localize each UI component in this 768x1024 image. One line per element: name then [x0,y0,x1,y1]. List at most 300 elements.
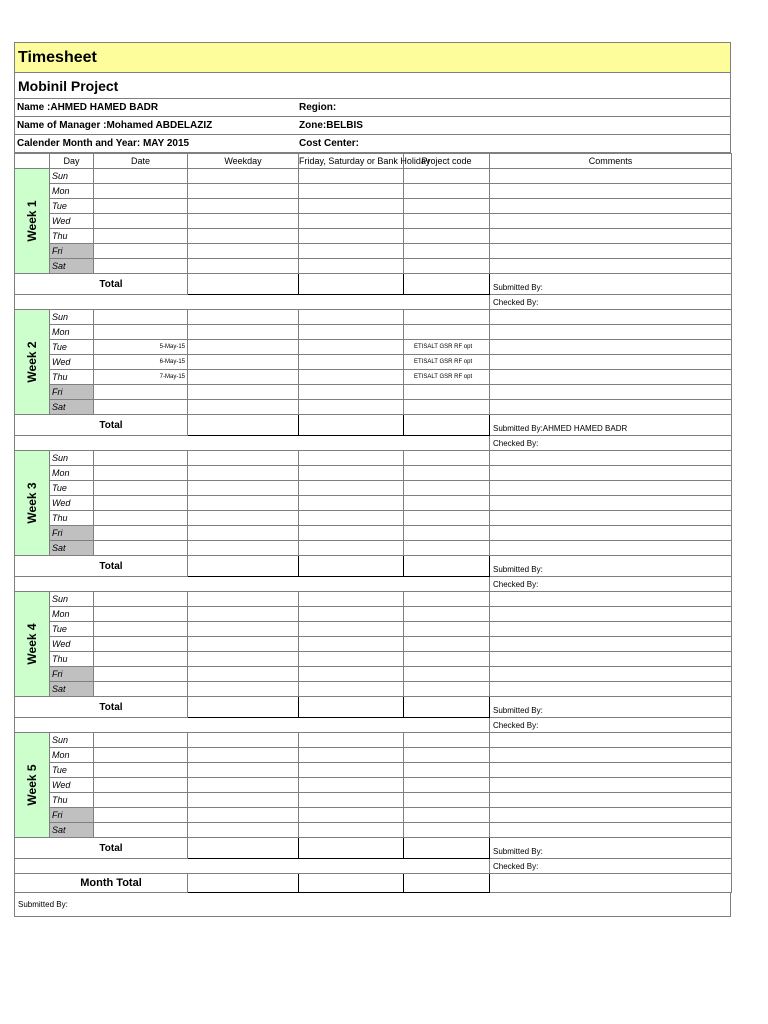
project-code-cell[interactable] [404,541,490,556]
day-name: Thu [50,652,94,667]
project-code-cell[interactable] [404,466,490,481]
date-cell[interactable] [94,214,188,229]
date-cell[interactable] [94,748,188,763]
total-holiday-cell[interactable] [299,274,404,295]
spacer-cell [15,436,490,451]
comments-cell[interactable] [490,199,732,214]
date-cell[interactable] [94,400,188,415]
total-holiday-cell[interactable] [299,415,404,436]
day-name: Thu [50,793,94,808]
holiday-cell[interactable] [299,652,404,667]
submitted-by: Submitted By: [490,274,732,295]
day-name: Thu [50,370,94,385]
comments-cell[interactable] [490,451,732,466]
project-code-cell[interactable] [404,310,490,325]
comments-cell[interactable] [490,667,732,682]
day-name: Wed [50,496,94,511]
month-total-project[interactable] [404,874,490,893]
submitted-by: Submitted By: [490,556,732,577]
total-project-cell[interactable] [404,274,490,295]
total-holiday-cell[interactable] [299,838,404,859]
date-cell[interactable] [94,451,188,466]
project-title: Mobinil Project [14,73,731,99]
col-header-day: Day [50,154,94,169]
comments-cell[interactable] [490,808,732,823]
holiday-cell[interactable] [299,682,404,697]
day-row [15,667,732,682]
project-code-cell[interactable] [404,199,490,214]
weekday-cell[interactable] [188,778,299,793]
project-code-cell[interactable] [404,793,490,808]
day-row [15,793,732,808]
week-label: Week 5 [25,764,39,806]
checked-by: Checked By: [490,577,732,592]
project-code-cell[interactable] [404,325,490,340]
holiday-cell[interactable] [299,496,404,511]
holiday-cell[interactable] [299,466,404,481]
day-name: Mon [50,466,94,481]
checked-by: Checked By: [490,859,732,874]
comments-cell[interactable] [490,592,732,607]
date-cell[interactable] [94,541,188,556]
weekday-cell[interactable] [188,184,299,199]
week-label: Week 4 [25,623,39,665]
total-weekday-cell[interactable] [188,556,299,577]
project-code-cell[interactable] [404,823,490,838]
date-cell[interactable] [94,637,188,652]
month-total-label: Month Total [15,874,188,893]
holiday-cell[interactable] [299,607,404,622]
holiday-cell[interactable] [299,511,404,526]
day-row [15,214,732,229]
weekday-cell[interactable] [188,682,299,697]
holiday-cell[interactable] [299,748,404,763]
weekday-cell[interactable] [188,733,299,748]
holiday-cell[interactable] [299,763,404,778]
comments-cell[interactable] [490,355,732,370]
month-total-holiday[interactable] [299,874,404,893]
day-row [15,169,732,184]
comments-cell[interactable] [490,325,732,340]
weekday-cell[interactable] [188,466,299,481]
weekday-cell[interactable] [188,199,299,214]
weekday-cell[interactable] [188,607,299,622]
holiday-cell[interactable] [299,184,404,199]
date-cell[interactable] [94,793,188,808]
comments-cell[interactable] [490,184,732,199]
zone: Zone:BELBIS [299,120,363,131]
holiday-cell[interactable] [299,400,404,415]
spacer-cell [15,859,490,874]
spacer-cell [15,577,490,592]
date-cell[interactable] [94,808,188,823]
day-row [15,229,732,244]
day-row [15,244,732,259]
comments-cell[interactable] [490,511,732,526]
project-code-cell[interactable] [404,496,490,511]
total-project-cell[interactable] [404,415,490,436]
date-cell[interactable] [94,622,188,637]
weekday-cell[interactable] [188,169,299,184]
day-name: Mon [50,184,94,199]
project-code-cell[interactable] [404,214,490,229]
date-cell[interactable] [94,259,188,274]
weekday-cell[interactable] [188,592,299,607]
holiday-cell[interactable] [299,622,404,637]
weekday-cell[interactable] [188,481,299,496]
project-code-cell[interactable] [404,385,490,400]
comments-cell[interactable] [490,541,732,556]
week-total-row [15,415,732,436]
comments-cell[interactable] [490,637,732,652]
project-code-cell[interactable] [404,667,490,682]
day-name: Sun [50,310,94,325]
checked-row [15,577,732,592]
day-name: Tue [50,481,94,496]
day-row [15,592,732,607]
project-code-cell[interactable] [404,526,490,541]
submitted-by: Submitted By:AHMED HAMED BADR [490,415,732,436]
total-project-cell[interactable] [404,697,490,718]
project-code-cell[interactable]: ETISALT GSR RF opt [404,370,490,385]
footer-submitted-by: Submitted By: [14,893,731,917]
comments-cell[interactable] [490,793,732,808]
day-row [15,637,732,652]
submitted-by: Submitted By: [490,838,732,859]
date-cell[interactable] [94,184,188,199]
weekday-cell[interactable] [188,496,299,511]
day-name: Wed [50,214,94,229]
holiday-cell[interactable] [299,214,404,229]
column-header-row [15,154,732,169]
holiday-cell[interactable] [299,229,404,244]
total-weekday-cell[interactable] [188,697,299,718]
date-cell[interactable] [94,310,188,325]
day-name: Mon [50,325,94,340]
day-row [15,385,732,400]
project-code-cell[interactable] [404,763,490,778]
weekday-cell[interactable] [188,244,299,259]
weekday-cell[interactable] [188,370,299,385]
comments-cell[interactable] [490,481,732,496]
day-row [15,466,732,481]
total-project-cell[interactable] [404,838,490,859]
project-code-cell[interactable]: ETISALT GSR RF opt [404,355,490,370]
total-label: Total [15,838,188,859]
holiday-cell[interactable] [299,592,404,607]
weekday-cell[interactable] [188,385,299,400]
date-cell[interactable] [94,667,188,682]
day-name: Mon [50,748,94,763]
holiday-cell[interactable] [299,169,404,184]
spacer-cell [15,295,490,310]
comments-cell[interactable] [490,607,732,622]
sheet-title: Timesheet [14,42,731,73]
info-row-month [14,135,731,153]
weekday-cell[interactable] [188,229,299,244]
weekday-cell[interactable] [188,451,299,466]
date-cell[interactable] [94,526,188,541]
weekday-cell[interactable] [188,823,299,838]
total-weekday-cell[interactable] [188,838,299,859]
date-cell[interactable] [94,466,188,481]
date-cell[interactable]: 6-May-15 [94,355,188,370]
date-cell[interactable] [94,496,188,511]
checked-row [15,859,732,874]
weekday-cell[interactable] [188,355,299,370]
checked-row [15,295,732,310]
holiday-cell[interactable] [299,637,404,652]
weekday-cell[interactable] [188,310,299,325]
holiday-cell[interactable] [299,526,404,541]
project-code-cell[interactable] [404,652,490,667]
date-cell[interactable] [94,778,188,793]
comments-cell[interactable] [490,748,732,763]
project-code-cell[interactable]: ETISALT GSR RF opt [404,340,490,355]
day-name: Tue [50,763,94,778]
date-cell[interactable] [94,823,188,838]
info-row-manager [14,117,731,135]
day-name: Fri [50,808,94,823]
holiday-cell[interactable] [299,325,404,340]
comments-cell[interactable] [490,823,732,838]
day-row [15,682,732,697]
col-header-date: Date [94,154,188,169]
comments-cell[interactable] [490,244,732,259]
date-cell[interactable] [94,607,188,622]
weekday-cell[interactable] [188,622,299,637]
col-header-holiday: Friday, Saturday or Bank Holiday [299,154,404,169]
timesheet [14,42,731,917]
month-total-weekday[interactable] [188,874,299,893]
timesheet-grid [14,153,732,893]
cost-center: Cost Center: [299,138,360,149]
date-cell[interactable] [94,325,188,340]
weekday-cell[interactable] [188,763,299,778]
day-row [15,763,732,778]
comments-cell[interactable] [490,400,732,415]
holiday-cell[interactable] [299,733,404,748]
holiday-cell[interactable] [299,667,404,682]
project-code-cell[interactable] [404,748,490,763]
week-total-row [15,274,732,295]
day-name: Sat [50,541,94,556]
date-cell[interactable] [94,244,188,259]
comments-cell[interactable] [490,652,732,667]
comments-cell[interactable] [490,259,732,274]
day-name: Fri [50,667,94,682]
checked-by: Checked By: [490,295,732,310]
project-code-cell[interactable] [404,778,490,793]
day-name: Wed [50,355,94,370]
weekday-cell[interactable] [188,652,299,667]
comments-cell[interactable] [490,169,732,184]
day-row [15,541,732,556]
holiday-cell[interactable] [299,355,404,370]
day-row [15,496,732,511]
total-label: Total [15,697,188,718]
day-name: Tue [50,340,94,355]
holiday-cell[interactable] [299,199,404,214]
project-code-cell[interactable] [404,607,490,622]
weekday-cell[interactable] [188,340,299,355]
weekday-cell[interactable] [188,511,299,526]
weekday-cell[interactable] [188,259,299,274]
day-row [15,259,732,274]
holiday-cell[interactable] [299,808,404,823]
checked-row [15,718,732,733]
comments-cell[interactable] [490,778,732,793]
project-code-cell[interactable] [404,592,490,607]
date-cell[interactable] [94,682,188,697]
date-cell[interactable] [94,229,188,244]
date-cell[interactable] [94,385,188,400]
total-project-cell[interactable] [404,556,490,577]
holiday-cell[interactable] [299,259,404,274]
project-code-cell[interactable] [404,244,490,259]
weekday-cell[interactable] [188,808,299,823]
day-name: Tue [50,622,94,637]
project-code-cell[interactable] [404,481,490,496]
week-label-cell [15,310,50,415]
day-row [15,748,732,763]
project-code-cell[interactable] [404,184,490,199]
day-name: Thu [50,511,94,526]
week-label: Week 3 [25,482,39,524]
project-code-cell[interactable] [404,259,490,274]
comments-cell[interactable] [490,229,732,244]
project-code-cell[interactable] [404,451,490,466]
holiday-cell[interactable] [299,451,404,466]
date-cell[interactable] [94,592,188,607]
total-weekday-cell[interactable] [188,274,299,295]
comments-cell[interactable] [490,340,732,355]
project-code-cell[interactable] [404,808,490,823]
total-label: Total [15,415,188,436]
checked-by: Checked By: [490,436,732,451]
weekday-cell[interactable] [188,793,299,808]
project-code-cell[interactable] [404,733,490,748]
project-code-cell[interactable] [404,400,490,415]
comments-cell[interactable] [490,682,732,697]
day-row [15,340,732,355]
holiday-cell[interactable] [299,481,404,496]
holiday-cell[interactable] [299,823,404,838]
region: Region: [299,102,337,113]
weekday-cell[interactable] [188,214,299,229]
date-cell[interactable] [94,511,188,526]
month-total-blank [490,874,732,893]
weekday-cell[interactable] [188,667,299,682]
total-weekday-cell[interactable] [188,415,299,436]
day-name: Sat [50,400,94,415]
day-row [15,184,732,199]
checked-row [15,436,732,451]
weekday-cell[interactable] [188,400,299,415]
project-code-cell[interactable] [404,169,490,184]
project-code-cell[interactable] [404,682,490,697]
day-row [15,622,732,637]
day-row [15,778,732,793]
holiday-cell[interactable] [299,541,404,556]
date-cell[interactable] [94,481,188,496]
holiday-cell[interactable] [299,370,404,385]
date-cell[interactable] [94,652,188,667]
holiday-cell[interactable] [299,778,404,793]
date-cell[interactable] [94,733,188,748]
day-row [15,481,732,496]
comments-cell[interactable] [490,310,732,325]
col-header-weekday: Weekday [188,154,299,169]
weekday-cell[interactable] [188,637,299,652]
employee-name: Name :AHMED HAMED BADR [17,102,159,113]
day-name: Mon [50,607,94,622]
comments-cell[interactable] [490,526,732,541]
col-header-project-code: Project code [404,154,490,169]
date-cell[interactable]: 5-May-15 [94,340,188,355]
holiday-cell[interactable] [299,244,404,259]
comments-cell[interactable] [490,385,732,400]
total-label: Total [15,274,188,295]
comments-cell[interactable] [490,496,732,511]
checked-by: Checked By: [490,718,732,733]
comments-cell[interactable] [490,763,732,778]
week-label-cell [15,451,50,556]
day-name: Tue [50,199,94,214]
comments-cell[interactable] [490,466,732,481]
day-name: Sun [50,169,94,184]
comments-cell[interactable] [490,622,732,637]
day-row [15,733,732,748]
date-cell[interactable] [94,199,188,214]
weekday-cell[interactable] [188,325,299,340]
month-total-row [15,874,732,893]
week-col-header [15,154,50,169]
day-name: Sat [50,259,94,274]
date-cell[interactable] [94,763,188,778]
comments-cell[interactable] [490,370,732,385]
project-code-cell[interactable] [404,637,490,652]
spacer-cell [15,718,490,733]
day-row [15,652,732,667]
holiday-cell[interactable] [299,385,404,400]
weekday-cell[interactable] [188,526,299,541]
day-name: Sun [50,592,94,607]
project-code-cell[interactable] [404,511,490,526]
week-label: Week 2 [25,341,39,383]
comments-cell[interactable] [490,733,732,748]
total-holiday-cell[interactable] [299,697,404,718]
project-code-cell[interactable] [404,229,490,244]
day-row [15,511,732,526]
week-total-row [15,697,732,718]
weekday-cell[interactable] [188,541,299,556]
day-row [15,370,732,385]
comments-cell[interactable] [490,214,732,229]
day-row [15,400,732,415]
weekday-cell[interactable] [188,748,299,763]
date-cell[interactable] [94,169,188,184]
date-cell[interactable]: 7-May-15 [94,370,188,385]
day-row [15,607,732,622]
total-holiday-cell[interactable] [299,556,404,577]
holiday-cell[interactable] [299,310,404,325]
week-label: Week 1 [25,200,39,242]
holiday-cell[interactable] [299,340,404,355]
day-name: Wed [50,778,94,793]
holiday-cell[interactable] [299,793,404,808]
project-code-cell[interactable] [404,622,490,637]
